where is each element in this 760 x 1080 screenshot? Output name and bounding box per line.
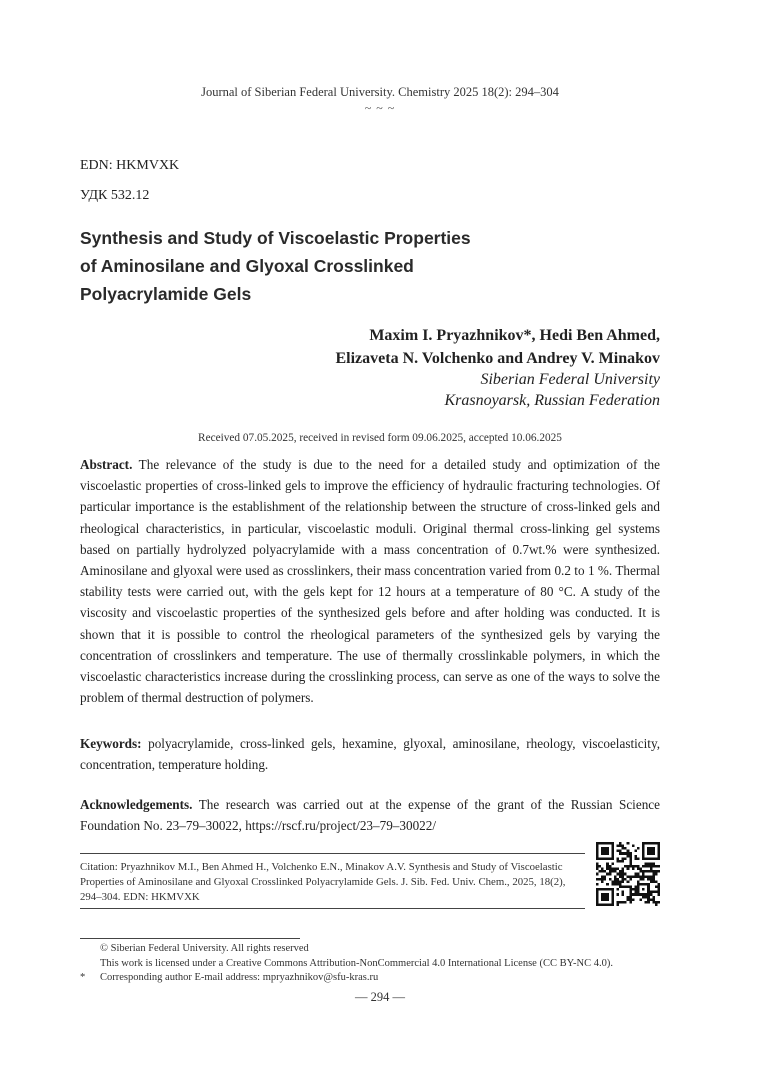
citation-top-rule [80, 853, 585, 854]
affiliation [444, 369, 660, 411]
citation-bottom-rule [80, 908, 585, 909]
abstract-text: The relevance of the study is due to the need for a detailed study and optimization of the viscoelastic properties of cross-linked gels to improve the efficiency of hydraulic fracturing technologies. Of particular importance is the establishment of the relationship between the structure of cross-linked gels and rheological characteristics, in particular, viscoelastic moduli. Original thermal cross-linking gel systems based on partially hydrolyzed polyacrylamide with a mass concentration of 0.7wt.% were synthesized. Aminosilane and glyoxal were used as crosslinkers, their mass concentration varied from 0.2 to 1 %. Thermal stability tests were carried out, with the gels kept for 12 hours at a temperature of 80 °C. A study of the viscosity and viscoelastic properties of the synthesized gels before and after holding was conducted. It is shown that it is possible to control the rheological parameters of the synthesized gels by varying the concentration of crosslinkers and temperature. The use of thermally crosslinkable polymers, in which the viscoelastic characteristics increase during the crosslinking process, can serve as one of the ways to solve the problem of thermal destruction of polymers. [80, 457, 660, 706]
footnote-rule [80, 938, 300, 939]
acknowledgements-label: Acknowledgements. [80, 797, 193, 812]
acknowledgements [80, 794, 660, 836]
affiliation-line: Siberian Federal University [480, 371, 660, 388]
abstract [80, 454, 660, 708]
corresponding-text: Corresponding author E-mail address: mpryazhnikov@sfu-kras.ru [100, 972, 379, 983]
license-note: This work is licensed under a Creative Commons Attribution-NonCommercial 4.0 International License (CC BY-NC 4.0). [100, 957, 613, 969]
received-dates: Received 07.05.2025, received in revised form 09.06.2025, accepted 10.06.2025 [198, 432, 562, 444]
copyright-note: © Siberian Federal University. All rights reserved [100, 943, 309, 954]
keywords [80, 733, 660, 775]
authors-line: Maxim I. Pryazhnikov*, Hedi Ben Ahmed, [369, 327, 660, 344]
corresponding-note [80, 971, 613, 986]
udk-code: УДК 532.12 [80, 188, 150, 203]
footnotes [80, 942, 613, 986]
keywords-label: Keywords: [80, 736, 142, 751]
authors-line: Elizaveta N. Volchenko and Andrey V. Minakov [335, 350, 660, 367]
article-title [80, 224, 500, 308]
journal-header: Journal of Siberian Federal University. Chemistry 2025 18(2): 294–304 [201, 85, 559, 99]
affiliation-line: Krasnoyarsk, Russian Federation [444, 392, 660, 409]
abstract-label: Abstract. [80, 457, 133, 472]
qr-code-icon [596, 842, 660, 906]
authors [335, 324, 660, 370]
keywords-text: polyacrylamide, cross-linked gels, hexamine, glyoxal, aminosilane, rheology, viscoelasticity, concentration, temperature holding. [80, 736, 660, 773]
header-ornament: ~ ~ ~ [364, 101, 396, 115]
title-line: Polyacrylamide Gels [80, 284, 252, 304]
footnote-star: * [80, 972, 86, 983]
acknowledgements-text: The research was carried out at the expense of the grant of the Russian Science Foundation No. 23–79–30022, https://rscf.ru/project/23–79–30022/ [80, 797, 660, 834]
edn-code: EDN: HKMVXK [80, 158, 180, 173]
title-line: of Aminosilane and Glyoxal Crosslinked [80, 256, 414, 276]
page-number: — 294 — [355, 990, 405, 1004]
citation: Citation: Pryazhnikov M.I., Ben Ahmed H., Volchenko E.N., Minakov A.V. Synthesis and Study of Viscoelastic Properties of Aminosilane and Glyoxal Crosslinked Polyacrylamide Gels. J. Sib. Fed. Univ. Chem., 2025, 18(2), 294–304. EDN: HKMVXK [80, 861, 566, 903]
title-line: Synthesis and Study of Viscoelastic Properties [80, 228, 471, 248]
